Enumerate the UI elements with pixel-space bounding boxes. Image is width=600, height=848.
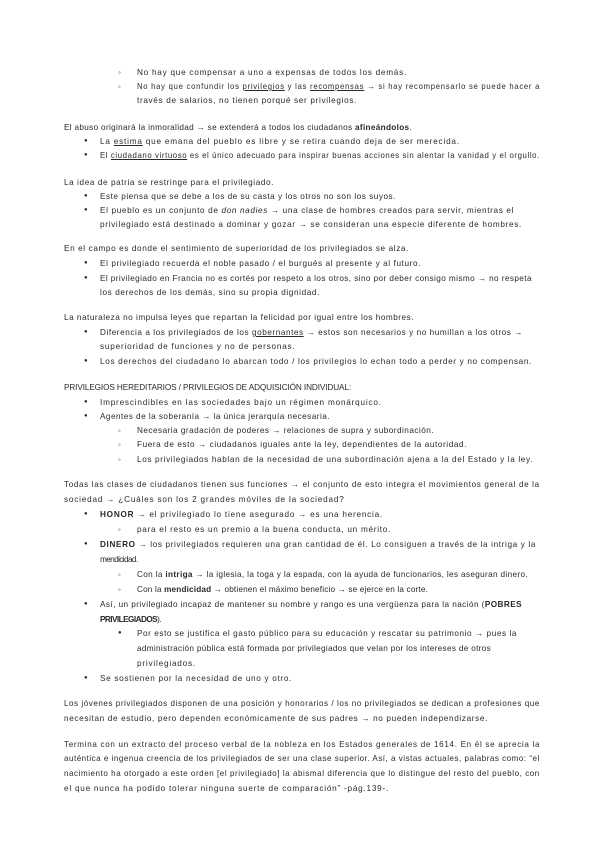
- text-line: los derechos de los demás, sino su propia dignidad.: [100, 288, 320, 297]
- bullet-marker: ●: [84, 511, 88, 517]
- text-run: Diferencia a los privilegiados de los: [100, 328, 252, 337]
- text-run: No hay que confundir los: [137, 82, 243, 91]
- text-line: [100, 205, 514, 216]
- text-line: La naturaleza no impulsa leyes que repartan la felicidad por igual entre los hombres.: [64, 313, 414, 322]
- sub-bullet-marker: ◦: [118, 525, 121, 534]
- underlined-term: gobernantes: [251, 328, 304, 337]
- sub-bullet-marker: ◦: [118, 82, 121, 91]
- text-run: → el privilegiado lo tiene asegurado → es una herencia.: [134, 510, 383, 519]
- bold-term: mendicidad: [164, 585, 212, 594]
- text-line: mendicidad.: [100, 555, 138, 564]
- bold-term: DINERO: [100, 540, 136, 549]
- text-line: [137, 569, 528, 580]
- bullet-marker: ●: [84, 275, 88, 281]
- text-line: Termina con un extracto del proceso verbal de la nobleza en los Estados generales de 1614. En él se aprecia la: [64, 740, 541, 749]
- sub-bullet-marker: ◦: [118, 585, 121, 594]
- sub-bullet-marker: ◦: [118, 440, 121, 449]
- underlined-term: privilegios: [242, 82, 285, 91]
- text-line: [137, 81, 540, 92]
- text-run: → estos son necesarios y no humillan a los otros →: [303, 328, 524, 337]
- bullet-marker: ●: [84, 399, 88, 405]
- bold-term: HONOR: [100, 510, 135, 519]
- text-line: [100, 327, 523, 338]
- italic-term: don nadies: [221, 206, 268, 215]
- bullet-marker: ●: [84, 541, 88, 547]
- text-line: través de salarios, no tienen porqué ser privilegios.: [137, 96, 358, 105]
- text-line: El privilegiado en Francia no es cortés por respeto a los otros, sino por deber consigo mismo → no respeta: [100, 274, 532, 283]
- bold-term: afineándolos: [355, 123, 410, 132]
- text-run: → la iglesia, la toga y la espada, con la ayuda de funcionarios, les aseguran dinero.: [192, 570, 528, 579]
- text-run: Con la: [137, 570, 166, 579]
- text-run: Con la: [137, 585, 165, 594]
- text-line: Los privilegiados hablan de la necesidad de una subordinación ajena a la del Estado y la ley.: [137, 455, 534, 464]
- text-line: Este piensa que se debe a los de su casta y los otros no son los suyos.: [100, 192, 396, 201]
- text-line: [64, 122, 412, 133]
- text-run: .: [409, 123, 413, 132]
- text-run: es el único adecuado para inspirar buenas acciones sin alentar la vanidad y el orgullo.: [187, 151, 540, 160]
- text-line: Necesaria gradación de poderes → relaciones de supra y subordinación.: [137, 426, 434, 435]
- text-line: superioridad de funciones y no de personas.: [100, 342, 296, 351]
- text-line: sociedad → ¿Cuáles son los 2 grandes móviles de la sociedad?: [64, 495, 345, 504]
- underlined-term: recompensas: [310, 82, 365, 91]
- text-run: → una clase de hombres creados para servir, mientras el: [268, 206, 515, 215]
- text-line: el que nunca ha podido tolerar ninguna suerte de comparación” -pág.139-.: [64, 784, 389, 793]
- text-run: ).: [157, 615, 161, 624]
- text-run: → los privilegiados requieren una gran cantidad de él. Lo consiguen a través de la intriga y la: [135, 540, 536, 549]
- text-line: La idea de patria se restringe para el privilegiado.: [64, 178, 275, 187]
- text-line: PRIVILEGIOS HEREDITARIOS / PRIVILEGIOS DE ADQUISICIÓN INDIVIDUAL:: [64, 383, 351, 392]
- text-line: Se sostienen por la necesidad de uno y otro.: [100, 674, 293, 683]
- text-run: que emana del pueblo es libre y se retira cuando deja de ser merecida.: [142, 137, 460, 146]
- bullet-marker: ●: [84, 601, 88, 607]
- bullet-marker: ●: [118, 630, 122, 636]
- underlined-term: ciudadano virtuoso: [110, 151, 188, 160]
- text-line: nacimiento ha otorgado a este orden [el privilegiado] la abismal diferencia que lo distingue del resto del pueblo, con: [64, 769, 540, 778]
- sub-bullet-marker: ◦: [118, 570, 121, 579]
- text-line: Imprescindibles en las sociedades bajo un régimen monárquico.: [100, 398, 382, 407]
- sub-bullet-marker: ◦: [118, 426, 121, 435]
- bullet-marker: ●: [84, 675, 88, 681]
- bullet-marker: ●: [84, 329, 88, 335]
- text-line: [137, 584, 428, 595]
- text-line: [100, 136, 460, 147]
- bullet-marker: ●: [84, 152, 88, 158]
- bold-term: POBRES: [484, 600, 523, 609]
- sub-bullet-marker: ◦: [118, 455, 121, 464]
- bold-term: PRIVILEGIADOS: [100, 615, 158, 624]
- bullet-marker: ●: [84, 138, 88, 144]
- text-line: auténtica e ingenua creencia de los privilegiados de ser una clase superior. Así, a vistas actuales, palabras como: “el: [64, 754, 540, 763]
- text-run: El pueblo es un conjunto de: [100, 206, 222, 215]
- bullet-marker: ●: [84, 193, 88, 199]
- text-line: [100, 509, 383, 520]
- text-line: Fuera de esto → ciudadanos iguales ante la ley, dependientes de la autoridad.: [137, 440, 467, 449]
- text-line: [100, 539, 536, 550]
- text-line: para el resto es un premio a la buena conducta, un mérito.: [137, 525, 392, 534]
- bold-term: intriga: [165, 570, 193, 579]
- text-line: Todas las clases de ciudadanos tienen sus funciones → el conjunto de esto integra el movimientos general de la: [64, 480, 540, 489]
- text-line: administración pública está formada por privilegiados que velan por los intereses de otros: [137, 644, 492, 653]
- text-line: [100, 150, 540, 161]
- text-line: Los jóvenes privilegiados disponen de una posición y honorarios / los no privilegiados se dedican a profesiones que: [64, 699, 540, 708]
- bullet-marker: ●: [84, 413, 88, 419]
- bullet-marker: ●: [84, 358, 88, 364]
- text-line: necesitan de estudio, pero dependen económicamente de sus padres → no pueden independizarse.: [64, 714, 489, 723]
- text-line: [100, 599, 522, 610]
- bullet-marker: ●: [84, 260, 88, 266]
- text-line: Los derechos del ciudadano lo abarcan todo / los privilegios lo echan todo a perder y no compensan.: [100, 357, 532, 366]
- sub-bullet-marker: ◦: [118, 68, 121, 77]
- text-run: La: [100, 137, 114, 146]
- text-line: [100, 614, 161, 625]
- text-line: privilegiados.: [137, 659, 196, 668]
- text-line: privilegiado está destinado a dominar y gozar → se consideran una especie diferente de hombres.: [100, 220, 522, 229]
- text-line: El privilegiado recuerda el noble pasado / el burgués al presente y al futuro.: [100, 259, 422, 268]
- underlined-term: estima: [113, 137, 143, 146]
- bullet-marker: ●: [84, 207, 88, 213]
- text-run: El abuso originará la inmoralidad → se extenderá a todos los ciudadanos: [64, 123, 356, 132]
- text-run: Así, un privilegiado incapaz de mantener su nombre y rango es una vergüenza para la nación (: [100, 600, 485, 609]
- text-run: El: [100, 151, 111, 160]
- text-line: Agentes de la soberanía → la única jerarquía necesaria.: [100, 412, 330, 421]
- text-line: Por esto se justifica el gasto público para su educación y rescatar su patrimonio → pues la: [137, 629, 517, 638]
- text-run: → si hay recompensarlo se puede hacer a: [364, 82, 541, 91]
- text-line: En el campo es donde el sentimiento de superioridad de los privilegiados se alza.: [64, 244, 409, 253]
- text-line: No hay que compensar a uno a expensas de todos los demás.: [137, 68, 407, 77]
- text-run: y las: [284, 82, 311, 91]
- text-run: → obtienen el máximo beneficio → se ejerce en la corte.: [211, 585, 429, 594]
